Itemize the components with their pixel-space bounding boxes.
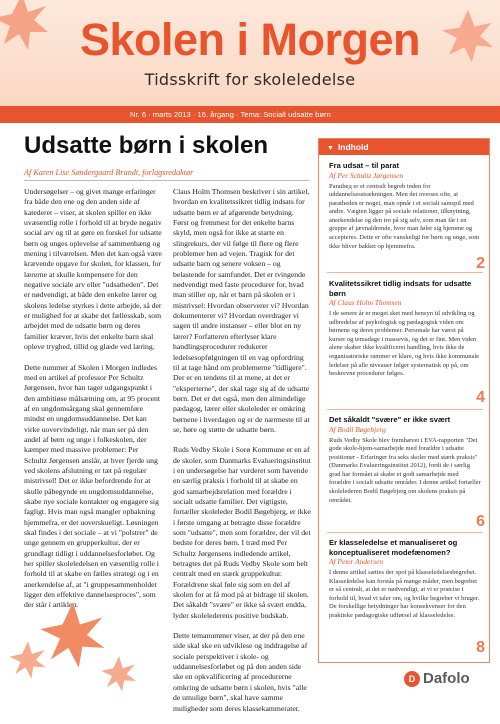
title-divider bbox=[24, 180, 309, 181]
paragraph: Dette nummer af Skolen i Morgen indledes med en artikel af professor Per Schultz Jørgensen, hvor han tager udgangspunkt i den ambitiøse målsætning om, at 95 procent af en ungdomsårgang skal gennemføre mindst en ungdomsuddannelse. Det kan virke uovervindeligt, når man ser på den andel af børn og unge i folkeskolen, der kæmper med massive problemer: Per Schultz Jørgensen anslår, at hver fjerde ung ved skolens afslutning er tæt på regulær mistrivsel! Det er ikke befordrende for at skulle påbegynde en ungdomsuddannelse, skabe nye sociale kontakter og engagere sig fagligt. Hvis man også mangler opbakning hjemmefra, er det uoverskueligt. Løsningen skal findes i det sociale – at vi "polstrer" de unge gennem en grupperkultur, der er grundlagt tidligt i uddannelsesforløbet. Og her spiller skoleledelsen en væsentlig rolle i forhold til at skabe en fælles strategi og i en anerkendelse af, at "i gruppesammenholdet ligger den effektive dannelsesproces", som der står i artiklen. bbox=[24, 362, 161, 610]
entry-title: Er klasseledelse et manualiseret og konceptualiseret modefænomen? bbox=[329, 538, 458, 557]
entry-page-number: 4 bbox=[476, 389, 485, 406]
paragraph: Dette temanummer viser, at der på den ene side skal ske en udviklese og inddragelse af sociale perspektiver i skole- og uddannelsesforløbet og på den anden side ske en opkvalificering af procedurerne omkring de udsatte børn i skolen, hvis "alle de umulige børn", skal have samme muligheder som deres klassekammerater. bbox=[173, 631, 308, 713]
contents-sidebar bbox=[318, 138, 490, 663]
entry-author: Af Peter Andersen bbox=[329, 557, 384, 566]
entry-page-number: 8 bbox=[476, 639, 485, 656]
entry-author: Af Per Schultz Jørgensen bbox=[329, 170, 404, 180]
contents-entry[interactable] bbox=[329, 161, 481, 251]
masthead bbox=[0, 0, 500, 106]
publisher-name: Dafolo bbox=[423, 670, 470, 687]
entry-summary: I denne artikel sættes der spot på klasseledelsesbegrebet. Klasseledelse kan forstås på mange måder, men begrebet er så centralt, at det er nødvendigt, at vi er præcise i forhold til, hvad vi taler om, og hvilke begreber vi bruger. De forskellige betydninger har konsekvenser for den praktiske pædagogiske udførsel af klasseledelse. bbox=[329, 569, 480, 619]
entry-summary: Ruds Vedby Skole blev fremhævet i EVA-rapporten "Det gode skole-hjem-samarbejde med forældre i udsatte positioner - Erfaringer fra seks skoler med stærk praksis" (Danmarks Evalueringsinstitut 2012), fordi de i særlig grad har formået at skabe et godt samarbejde med forældre i socialt udsatte områder. I denne artikel fortæller skolelederen Bodil Bøgebjerg om skolens praksis på området. bbox=[329, 436, 481, 504]
journal-subtitle: Tidsskrift for skoleledelse bbox=[144, 70, 356, 89]
contents-entry[interactable] bbox=[329, 279, 481, 379]
entry-divider bbox=[327, 272, 483, 273]
paragraph: Undersøgelser – og givet mange erfaringer fra både den ene og den anden side af katederet – viser, at skolen spiller en ikke uvæsentlig rolle i forhold til at bryde negativ social arv og til at gøre en forskel for udsatte børn og unges oplevelse af sammenhæng og mening i tilværelsen. Men det kan også være krævende opgave for skolen, for klassen, for lærerne at skulle kompensere for den negative sociale arv eller "udsatheden". Det er nødvendigt, at både den enkelte lærer og skolens ledelse styrkes i dette arbejde, så der er mulighed for at skabe det fællesskab, som arbejdet med de udsatte børn og deres familier kræver, hvis det enkelte barn skal opleve tryghed, tillid og glæde ved læring. bbox=[24, 187, 162, 352]
sidebar-header bbox=[319, 139, 489, 155]
entry-summary: Paratheд er et centralt begreb inden for uddannelsesstrækningen. Men det overses ofte, at paratheden er noget, man opnår i et socialt samspil med andre. Vægten ligger på sociale relationer, tilknytning, anerkendelse og den tro på sig selv, som man får i en gruppe af jævnaldrende, hvor man føler sig hjemme og accepteres. Dette er ofte vanskeligt for børn og unge, som ikke bliver bakket op hjemmefra. bbox=[329, 182, 480, 250]
entry-title: Fra udsat – til parat bbox=[329, 161, 400, 170]
contents-entry[interactable] bbox=[329, 538, 481, 621]
contents-entry[interactable] bbox=[329, 415, 481, 505]
sidebar-header-label: Indhold bbox=[337, 142, 369, 152]
issue-info-bar: Nr. 6 · marts 2013 · 16. årgang · Tema: Socialt udsatte børn bbox=[0, 106, 500, 123]
dafolo-logo-icon: D bbox=[404, 671, 420, 687]
journal-title: Skolen i Morgen bbox=[79, 14, 421, 65]
paragraph: Ruds Vedby Skole i Sorø Kommune er en af de skoler, som Danmarks Evalueringsinstitut i en undersøgelse har vurderet som havende en særlig praksis i forhold til at skabe en god samarbejdsrelation med forældre i socialt udsatte familier. Det vigtigste, fortæller skoleleder Bodil Bøgebjerg, er ikke i første omgang at betragte disse forældre som "udsatte", men som forældre, der vil det bedste for deres børn. I træd med Per Schultz Jørgensens indledende artikel, betragtes det på Ruds Vedby Skole som helt centralt med en stærk gruppekultur. Forældrene skal føle sig som en del af skolen for at få mod på at bidrage til skolen. Det såkaldt "svære" er ikke så svært endda, lyder skolelederens positive budskab. bbox=[173, 445, 311, 620]
article-column-1 bbox=[24, 187, 162, 621]
article-title: Udsatte børn i skolen bbox=[24, 132, 269, 159]
paragraph: Claus Holm Thomsen beskriver i sin artikel, hvordan en kvalitetssikret tidlig indsats for udsatte børn er af afgørende betydning. Først og fremmest for det enkelte barns skyld, men også for ikke at starte en slingrekurs, der vil følge til flere og flere problemer hen ad vejen. Tragisk for det udsatte barn og senere voksen – og belastende for samfundet. Det er tvingende nødvendigt med faste procedurer for, hvad man stiller op, når et barn på skolen er i mistrivsel: Hvordan observerer vi? Hvordan dokumenterer vi? Hvordan overdrager vi sagen til andre instanser – eller blot en ny lærer? Forfatteren efterlyser klare handlingsprocedurer redukerer ledelsesopfølgningen til en vag opfordring til at tage hånd om problemerne "tidligere". Der er en tendens til at mene, at det er "eksperterne", der skal tage sig af de udsatte børn. Det er det også, men den almindelige pædagog, lærer eller skoleleder er omkring børnene i hverdagen og er de nærmeste til at se, høre og støtte de udsatte børn. bbox=[173, 187, 310, 434]
star-decoration-icon bbox=[100, 655, 138, 693]
entry-summary: I de senere år er meget sket med hensyn til udvikling og udbredelse af psykologisk og pædagogisk viden om børnene og deres problemer. Personale har været på kurser og temadage i massevis, og det er fint. Men viden alene skaber ikke kvalificeret handling, hvis ikke de organisatoriske rammer er klare, og hvis ikke kommunale ledelser på alle niveauer følger systematisk op på, om beskrevne procedurer følges. bbox=[329, 310, 480, 378]
triangle-down-icon: ▼ bbox=[327, 145, 334, 152]
entry-page-number: 2 bbox=[476, 255, 485, 272]
article-byline: Af Karen Lise Søndergaard Brandt, forlagsredaktør bbox=[24, 168, 194, 177]
entry-author: Af Bodil Bøgebjerg bbox=[329, 424, 386, 434]
star-decoration-icon bbox=[38, 600, 108, 670]
entry-author: Af Claus Holm Thomsen bbox=[329, 298, 402, 307]
entry-title: Det såkaldt "svære" er ikke svært bbox=[329, 415, 451, 424]
entry-title: Kvalitetssikret tidlig indsats for udsatte børn bbox=[329, 279, 472, 298]
entry-divider bbox=[327, 532, 483, 533]
article-column-2 bbox=[173, 187, 311, 724]
star-decoration-icon bbox=[8, 640, 48, 680]
publisher-logo bbox=[404, 670, 470, 687]
entry-page-number: 6 bbox=[476, 513, 485, 530]
entry-divider bbox=[327, 409, 483, 410]
